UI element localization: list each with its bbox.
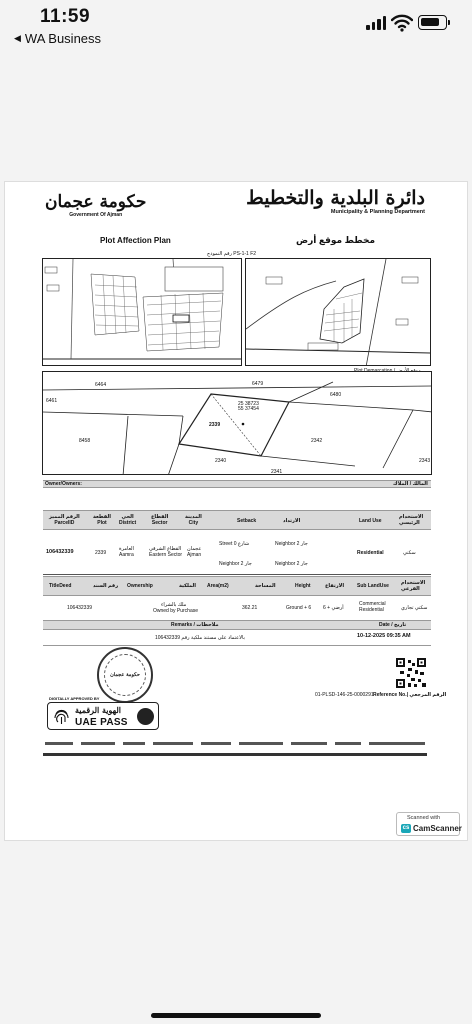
municipality-logo — [246, 188, 425, 215]
gov-logo-arabic: حكومة عجمان — [45, 192, 147, 212]
header-plot: القطعة Plot — [93, 514, 111, 526]
value-neighbor-1: Neighbor 2 جار — [275, 541, 308, 547]
clock: 11:59 — [40, 6, 91, 27]
wifi-icon — [391, 14, 413, 32]
value-land-use: Residential — [357, 550, 384, 556]
plot-label-2341: 2341 — [271, 469, 283, 475]
footer-contact-strip — [43, 739, 427, 749]
header-land-use: Land Use — [359, 518, 382, 524]
plot-demarcation-map — [42, 371, 432, 475]
value-area: 362.21 — [242, 605, 258, 611]
remarks-label: Remarks / ملاحظات — [171, 622, 219, 628]
value-ownership-arabic: ملك بالشراء — [161, 602, 187, 608]
seal-text: حكومة عجمان — [110, 672, 140, 678]
owners-label: Owner/Owners: — [45, 481, 82, 487]
camscanner-watermark — [396, 812, 460, 836]
uae-pass-english: UAE PASS — [75, 717, 128, 728]
remark-text: بالاعتماد على مستند ملكية رقم 106432339 — [155, 635, 245, 641]
plot-label-6479: 6479 — [252, 381, 264, 387]
municipality-seal — [97, 647, 153, 703]
header-parcel-id: الرقم المميز ParcelID — [49, 514, 80, 526]
value-plot: 2339 — [95, 550, 107, 556]
camscanner-name: CamScanner — [413, 824, 462, 833]
header-land-use-arabic: الاستخدام الرئيسي — [399, 514, 425, 526]
value-sub-land-use-arabic: سكني تجاري — [401, 605, 428, 611]
value-land-use-arabic: سكني — [403, 550, 416, 556]
back-app-label: WA Business — [24, 31, 102, 46]
plot-label-2343: 2343 — [419, 458, 431, 464]
table-divider — [43, 574, 431, 575]
digitally-approved-label: DIGITALLY APPROVED BY — [49, 696, 100, 701]
value-sector: القطاع الشرقي Eastern Sector — [149, 546, 183, 558]
header-height: Height — [295, 583, 311, 589]
uae-emblem-icon — [137, 708, 154, 725]
plot-coordinates: 25 38723 55 37454 — [238, 401, 259, 412]
date-label: Date / تاريخ — [379, 622, 407, 628]
header-area: Area(m2) — [207, 583, 229, 589]
header-area-arabic: المساحة — [255, 583, 276, 589]
value-sub-land-use: Commercial Residential — [359, 601, 386, 613]
plot-label-6480: 6480 — [330, 392, 342, 398]
value-district: العامرة Aamra — [119, 546, 134, 558]
value-height: Ground + 6 — [286, 605, 312, 611]
back-to-app-button[interactable] — [14, 31, 101, 46]
value-city: عجمان Ajman — [187, 546, 202, 558]
value-parcel-id: 106432339 — [46, 549, 74, 555]
header-title-deed-arabic: رقم السند — [93, 583, 119, 589]
reference-value: 01-PLSD-146-25-0000291 — [315, 692, 374, 698]
owners-label-arabic: المالك / الملاك — [393, 481, 428, 487]
form-number: رقم النموذج PS-1-1 F2 — [207, 251, 257, 257]
general-location-map — [42, 258, 242, 366]
header-height-arabic: الارتفاع — [325, 583, 345, 589]
plan-title-english: Plot Affection Plan — [100, 236, 171, 245]
value-height-arabic: أرضي + 6 — [323, 605, 344, 611]
header-ownership: Ownership — [127, 583, 153, 589]
header-title-deed: TitleDeed — [49, 583, 72, 589]
plot-label-2340: 2340 — [215, 458, 227, 464]
plan-title-arabic: مخطط موقع أرض — [296, 235, 376, 245]
plot-label-2342: 2342 — [311, 438, 323, 444]
plot-label-2339: 2339 — [209, 422, 221, 428]
value-neighbor-2: Neighbor 2 جار — [275, 561, 308, 567]
general-map-drawing — [43, 259, 242, 366]
battery-icon — [418, 15, 447, 30]
gov-logo-english: Government Of Ajman — [69, 212, 123, 218]
cellular-signal-icon — [366, 15, 386, 30]
back-arrow-icon: ◀ — [14, 33, 21, 43]
home-indicator[interactable] — [151, 1013, 321, 1018]
remark-line — [43, 645, 431, 646]
scanned-document[interactable] — [4, 181, 468, 841]
header-district: الحي District — [119, 514, 137, 526]
government-ajman-logo — [45, 194, 146, 218]
header-setback: Setback — [237, 518, 257, 524]
header-sector: القطاع Sector — [151, 514, 169, 526]
camscanner-scanned-label: Scanned with — [407, 815, 441, 821]
plot-label-6464: 6464 — [95, 382, 107, 388]
uae-pass-arabic: الهوية الرقمية — [75, 705, 122, 715]
header-sub-land-use-arabic: الاستخدام الفرعي — [401, 580, 427, 592]
value-ownership: Owned by Purchase — [153, 608, 199, 614]
plot-label-6461: 6461 — [46, 398, 58, 404]
reference-label: Reference No.| الرقم المرجعي — [373, 692, 447, 698]
status-bar — [0, 0, 472, 58]
municipality-logo-arabic: دائرة البلدية والتخطيط — [246, 187, 425, 209]
value-neighbor-side: Neighbor 2 جار — [219, 561, 252, 567]
header-city: المدينة City — [185, 514, 202, 526]
header-sub-land-use: Sub LandUse — [357, 583, 389, 589]
value-street: Street 0 شارع — [219, 541, 250, 547]
neighborhood-location-map — [245, 258, 431, 366]
seal-inner — [104, 654, 146, 696]
footer-rule — [43, 753, 427, 756]
municipality-logo-english: Municipality & Planning Department — [330, 209, 425, 215]
uae-pass-badge — [47, 702, 159, 730]
camscanner-logo-icon: cs — [402, 825, 410, 831]
header-ownership-arabic: الملكية — [179, 583, 196, 589]
date-value: 10-12-2025 09:35 AM — [357, 633, 411, 639]
qr-code-icon[interactable] — [396, 658, 426, 688]
plot-label-8458: 8458 — [79, 438, 91, 444]
header-setback-arabic: الارتداد — [283, 518, 301, 524]
remarks-bar — [43, 620, 431, 630]
value-title-deed: 106432339 — [67, 605, 93, 611]
neighborhood-map-drawing — [246, 259, 431, 366]
fingerprint-icon — [53, 708, 70, 725]
owners-header-bar — [43, 480, 431, 488]
